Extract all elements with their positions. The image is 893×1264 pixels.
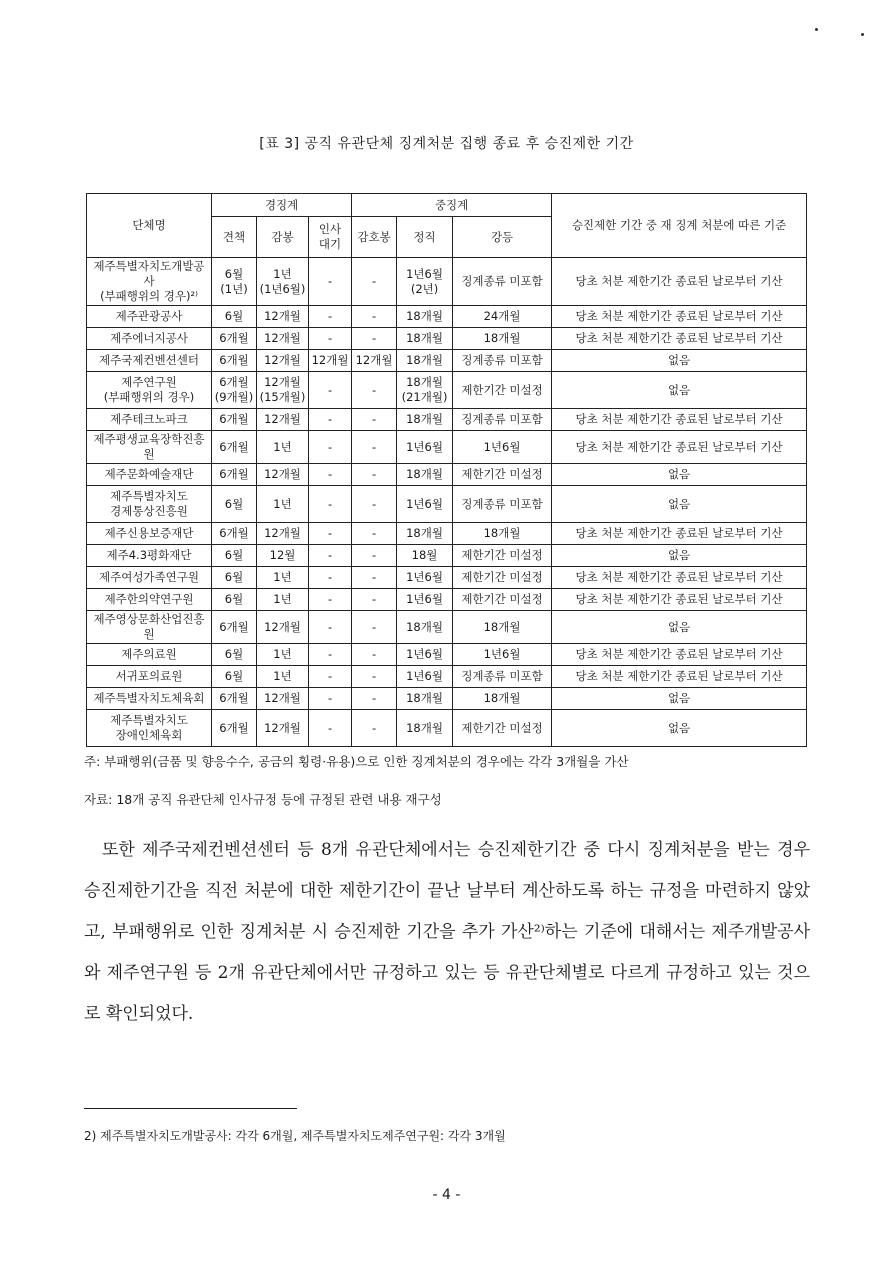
cell-reprimand: 6개월 (212, 523, 257, 545)
footnote-divider (84, 1108, 297, 1109)
cell-standby: - (309, 589, 352, 611)
cell-criterion: 없음 (552, 688, 807, 710)
cell-reprimand-sub: (1년) (220, 281, 248, 296)
cell-reprimand-main: 6개월 (219, 375, 249, 389)
page-number: - 4 - (432, 1187, 461, 1203)
cell-demotion: 제한기간 미설정 (453, 567, 552, 589)
cell-agency: 제주영상문화산업진흥원 (87, 611, 212, 644)
cell-paycut-main: 1년 (273, 266, 292, 281)
cell-suspension: 18월 (397, 545, 453, 567)
footnote: 2) 제주특별자치도개발공사: 각각 6개월, 제주특별자치도제주연구원: 각각 3개월 (84, 1129, 506, 1143)
table-row (87, 409, 807, 431)
cell-guard: - (352, 372, 397, 409)
cell-agency: 제주4.3평화재단 (87, 545, 212, 567)
cell-demotion: 제한기간 미설정 (453, 372, 552, 409)
table-row (87, 545, 807, 567)
cell-agency (87, 372, 212, 409)
table-row (87, 258, 807, 306)
cell-criterion: 없음 (552, 372, 807, 409)
cell-guard: - (352, 486, 397, 523)
cell-suspension: 1년6월 (397, 644, 453, 666)
cell-suspension: 1년6월 (397, 666, 453, 688)
header-standby-line1: 인사 (318, 222, 342, 236)
cell-standby: - (309, 688, 352, 710)
cell-suspension (397, 372, 453, 409)
cell-paycut: 1년 (257, 486, 309, 523)
header-standby (309, 217, 352, 258)
table-body (87, 258, 807, 747)
cell-criterion: 당초 처분 제한기간 종료된 날로부터 기산 (552, 644, 807, 666)
cell-agency: 제주관광공사 (87, 306, 212, 328)
cell-paycut: 1년 (257, 589, 309, 611)
table-row (87, 350, 807, 372)
cell-paycut (257, 258, 309, 306)
cell-suspension-main: 1년6월 (406, 266, 443, 281)
cell-paycut: 12개월 (257, 464, 309, 486)
cell-reprimand: 6개월 (212, 464, 257, 486)
cell-suspension: 1년6월 (397, 589, 453, 611)
cell-standby: - (309, 644, 352, 666)
table-row (87, 464, 807, 486)
table-row (87, 306, 807, 328)
cell-reprimand-main: 6월 (224, 266, 244, 281)
cell-demotion: 18개월 (453, 688, 552, 710)
cell-standby: - (309, 372, 352, 409)
header-suspension: 정직 (397, 217, 453, 258)
cell-reprimand (212, 258, 257, 306)
cell-suspension: 18개월 (397, 409, 453, 431)
cell-demotion: 18개월 (453, 328, 552, 350)
header-guard: 감호봉 (352, 217, 397, 258)
table-row (87, 710, 807, 747)
cell-guard: - (352, 431, 397, 464)
cell-criterion: 없음 (552, 710, 807, 747)
cell-standby: - (309, 567, 352, 589)
cell-guard: - (352, 710, 397, 747)
cell-standby: - (309, 431, 352, 464)
cell-suspension: 18개월 (397, 328, 453, 350)
cell-reprimand: 6월 (212, 589, 257, 611)
cell-agency-main: 제주특별자치도 (110, 489, 188, 503)
cell-criterion: 없음 (552, 350, 807, 372)
cell-reprimand: 6개월 (212, 688, 257, 710)
cell-suspension-main: 18개월 (406, 375, 443, 389)
cell-paycut: 12개월 (257, 688, 309, 710)
cell-agency-main: 제주특별자치도개발공사 (93, 259, 205, 288)
cell-paycut: 12개월 (257, 306, 309, 328)
cell-guard: - (352, 258, 397, 306)
cell-agency: 서귀포의료원 (87, 666, 212, 688)
cell-agency-sub: (부패행위의 경우) (103, 390, 195, 404)
table-row (87, 611, 807, 644)
cell-criterion: 당초 처분 제한기간 종료된 날로부터 기산 (552, 306, 807, 328)
scan-mark (861, 33, 864, 36)
table-row (87, 567, 807, 589)
header-paycut: 감봉 (257, 217, 309, 258)
cell-criterion: 당초 처분 제한기간 종료된 날로부터 기산 (552, 666, 807, 688)
cell-agency-main: 제주연구원 (121, 375, 177, 389)
cell-agency-sub: 장애인체육회 (115, 728, 183, 742)
table-row (87, 666, 807, 688)
cell-agency: 제주평생교육장학진흥원 (87, 431, 212, 464)
cell-paycut: 12개월 (257, 710, 309, 747)
header-agency: 단체명 (87, 194, 212, 258)
cell-reprimand: 6월 (212, 644, 257, 666)
cell-suspension: 18개월 (397, 464, 453, 486)
cell-agency-sub: 경제통상진흥원 (110, 504, 188, 518)
cell-guard: - (352, 644, 397, 666)
cell-standby: - (309, 486, 352, 523)
table-source: 자료: 18개 공직 유관단체 인사규정 등에 규정된 관련 내용 재구성 (84, 792, 442, 807)
cell-suspension (397, 258, 453, 306)
cell-demotion: 징계종류 미포함 (453, 258, 552, 306)
cell-standby: - (309, 258, 352, 306)
table-row (87, 644, 807, 666)
cell-suspension-sub: (2년) (410, 281, 439, 296)
table-row (87, 431, 807, 464)
cell-reprimand-sub: (9개월) (214, 390, 254, 404)
cell-agency: 제주특별자치도체육회 (87, 688, 212, 710)
cell-criterion: 당초 처분 제한기간 종료된 날로부터 기산 (552, 523, 807, 545)
header-light-discipline: 경징계 (212, 194, 352, 217)
cell-paycut: 1년 (257, 431, 309, 464)
cell-suspension: 18개월 (397, 306, 453, 328)
cell-demotion: 18개월 (453, 523, 552, 545)
cell-paycut: 1년 (257, 666, 309, 688)
promotion-limit-table (86, 193, 807, 747)
cell-demotion: 제한기간 미설정 (453, 464, 552, 486)
header-standby-line2: 대기 (318, 237, 342, 251)
cell-reprimand: 6월 (212, 545, 257, 567)
cell-suspension: 18개월 (397, 688, 453, 710)
cell-agency-main: 제주특별자치도 (110, 713, 188, 727)
cell-paycut: 12월 (257, 545, 309, 567)
table-row (87, 486, 807, 523)
cell-paycut: 1년 (257, 567, 309, 589)
cell-reprimand: 6개월 (212, 350, 257, 372)
cell-reprimand: 6개월 (212, 409, 257, 431)
cell-standby: - (309, 328, 352, 350)
cell-paycut: 12개월 (257, 611, 309, 644)
header-demotion: 강등 (453, 217, 552, 258)
cell-standby: 12개월 (309, 350, 352, 372)
table-row (87, 372, 807, 409)
cell-paycut-sub: (15개월) (259, 390, 306, 404)
cell-paycut: 12개월 (257, 350, 309, 372)
cell-agency: 제주신용보증재단 (87, 523, 212, 545)
cell-agency-sub: (부패행위의 경우)²⁾ (100, 289, 198, 303)
cell-criterion: 당초 처분 제한기간 종료된 날로부터 기산 (552, 567, 807, 589)
cell-demotion: 1년6월 (453, 644, 552, 666)
cell-demotion: 제한기간 미설정 (453, 710, 552, 747)
cell-guard: - (352, 688, 397, 710)
cell-paycut: 1년 (257, 644, 309, 666)
cell-paycut-sub: (1년6월) (259, 281, 306, 296)
cell-reprimand: 6월 (212, 567, 257, 589)
scan-mark (815, 28, 818, 31)
cell-reprimand: 6개월 (212, 710, 257, 747)
table-row (87, 523, 807, 545)
cell-agency (87, 258, 212, 306)
cell-paycut: 12개월 (257, 409, 309, 431)
cell-guard: - (352, 328, 397, 350)
cell-demotion: 징계종류 미포함 (453, 350, 552, 372)
cell-agency: 제주문화예술재단 (87, 464, 212, 486)
cell-guard: 12개월 (352, 350, 397, 372)
cell-demotion: 징계종류 미포함 (453, 486, 552, 523)
cell-demotion: 제한기간 미설정 (453, 545, 552, 567)
cell-standby: - (309, 306, 352, 328)
table-row (87, 589, 807, 611)
cell-demotion: 제한기간 미설정 (453, 589, 552, 611)
cell-guard: - (352, 611, 397, 644)
cell-suspension: 1년6월 (397, 567, 453, 589)
cell-demotion: 1년6월 (453, 431, 552, 464)
body-paragraph (84, 830, 810, 1035)
cell-criterion: 당초 처분 제한기간 종료된 날로부터 기산 (552, 258, 807, 306)
cell-reprimand: 6개월 (212, 611, 257, 644)
cell-reprimand: 6개월 (212, 431, 257, 464)
cell-standby: - (309, 710, 352, 747)
table-row (87, 688, 807, 710)
table-title: [표 3] 공직 유관단체 징계처분 집행 종료 후 승진제한 기간 (259, 136, 634, 152)
cell-criterion: 당초 처분 제한기간 종료된 날로부터 기산 (552, 409, 807, 431)
cell-standby: - (309, 523, 352, 545)
cell-criterion: 당초 처분 제한기간 종료된 날로부터 기산 (552, 328, 807, 350)
cell-standby: - (309, 666, 352, 688)
cell-reprimand (212, 372, 257, 409)
cell-guard: - (352, 464, 397, 486)
cell-criterion: 없음 (552, 611, 807, 644)
cell-guard: - (352, 545, 397, 567)
cell-guard: - (352, 589, 397, 611)
cell-guard: - (352, 409, 397, 431)
cell-demotion: 징계종류 미포함 (453, 409, 552, 431)
cell-paycut: 12개월 (257, 328, 309, 350)
cell-suspension: 1년6월 (397, 486, 453, 523)
header-reprimand: 견책 (212, 217, 257, 258)
cell-criterion: 없음 (552, 545, 807, 567)
cell-reprimand: 6월 (212, 666, 257, 688)
cell-criterion: 없음 (552, 464, 807, 486)
cell-guard: - (352, 523, 397, 545)
table-row (87, 328, 807, 350)
cell-standby: - (309, 409, 352, 431)
cell-paycut-main: 12개월 (264, 375, 301, 389)
cell-paycut: 12개월 (257, 523, 309, 545)
cell-agency (87, 710, 212, 747)
cell-paycut (257, 372, 309, 409)
table-note: 주: 부패행위(금품 및 향응수수, 공금의 횡령·유용)으로 인한 징계처분의 경우에는 각각 3개월을 가산 (84, 754, 629, 769)
cell-agency: 제주한의약연구원 (87, 589, 212, 611)
cell-demotion: 징계종류 미포함 (453, 666, 552, 688)
cell-criterion: 없음 (552, 486, 807, 523)
cell-suspension-sub: (21개월) (401, 390, 448, 404)
cell-suspension: 18개월 (397, 523, 453, 545)
cell-suspension: 18개월 (397, 350, 453, 372)
cell-guard: - (352, 666, 397, 688)
cell-agency: 제주국제컨벤션센터 (87, 350, 212, 372)
cell-reprimand: 6개월 (212, 328, 257, 350)
cell-standby: - (309, 611, 352, 644)
cell-agency: 제주에너지공사 (87, 328, 212, 350)
cell-criterion: 당초 처분 제한기간 종료된 날로부터 기산 (552, 589, 807, 611)
cell-agency (87, 486, 212, 523)
cell-agency: 제주의료원 (87, 644, 212, 666)
cell-reprimand: 6월 (212, 306, 257, 328)
cell-criterion: 당초 처분 제한기간 종료된 날로부터 기산 (552, 431, 807, 464)
cell-guard: - (352, 306, 397, 328)
cell-standby: - (309, 464, 352, 486)
cell-agency: 제주테크노파크 (87, 409, 212, 431)
cell-demotion: 24개월 (453, 306, 552, 328)
cell-suspension: 18개월 (397, 611, 453, 644)
body-paragraph-text: 또한 제주국제컨벤션센터 등 8개 유관단체에서는 승진제한기간 중 다시 징계처분을 받는 경우 승진제한기간을 직전 처분에 대한 제한기간이 끝난 날부터 계산하도록 하는 규정을 마련하지 않았고, 부패행위로 인한 징계처분 시 승진제한 기간을 추가 가산²⁾하는 기준에 대해서는 제주개발공사와 제주연구원 등 2개 유관단체에서만 규정하고 있는 등 유관단체별로 다르게 규정하고 있는 것으로 확인되었다. (84, 840, 810, 1024)
cell-reprimand: 6월 (212, 486, 257, 523)
cell-standby: - (309, 545, 352, 567)
cell-agency: 제주여성가족연구원 (87, 567, 212, 589)
cell-suspension: 1년6월 (397, 431, 453, 464)
cell-guard: - (352, 567, 397, 589)
header-criterion: 승진제한 기간 중 재 징계 처분에 따른 기준 (552, 194, 807, 258)
header-heavy-discipline: 중징계 (352, 194, 552, 217)
cell-demotion: 18개월 (453, 611, 552, 644)
cell-suspension: 18개월 (397, 710, 453, 747)
